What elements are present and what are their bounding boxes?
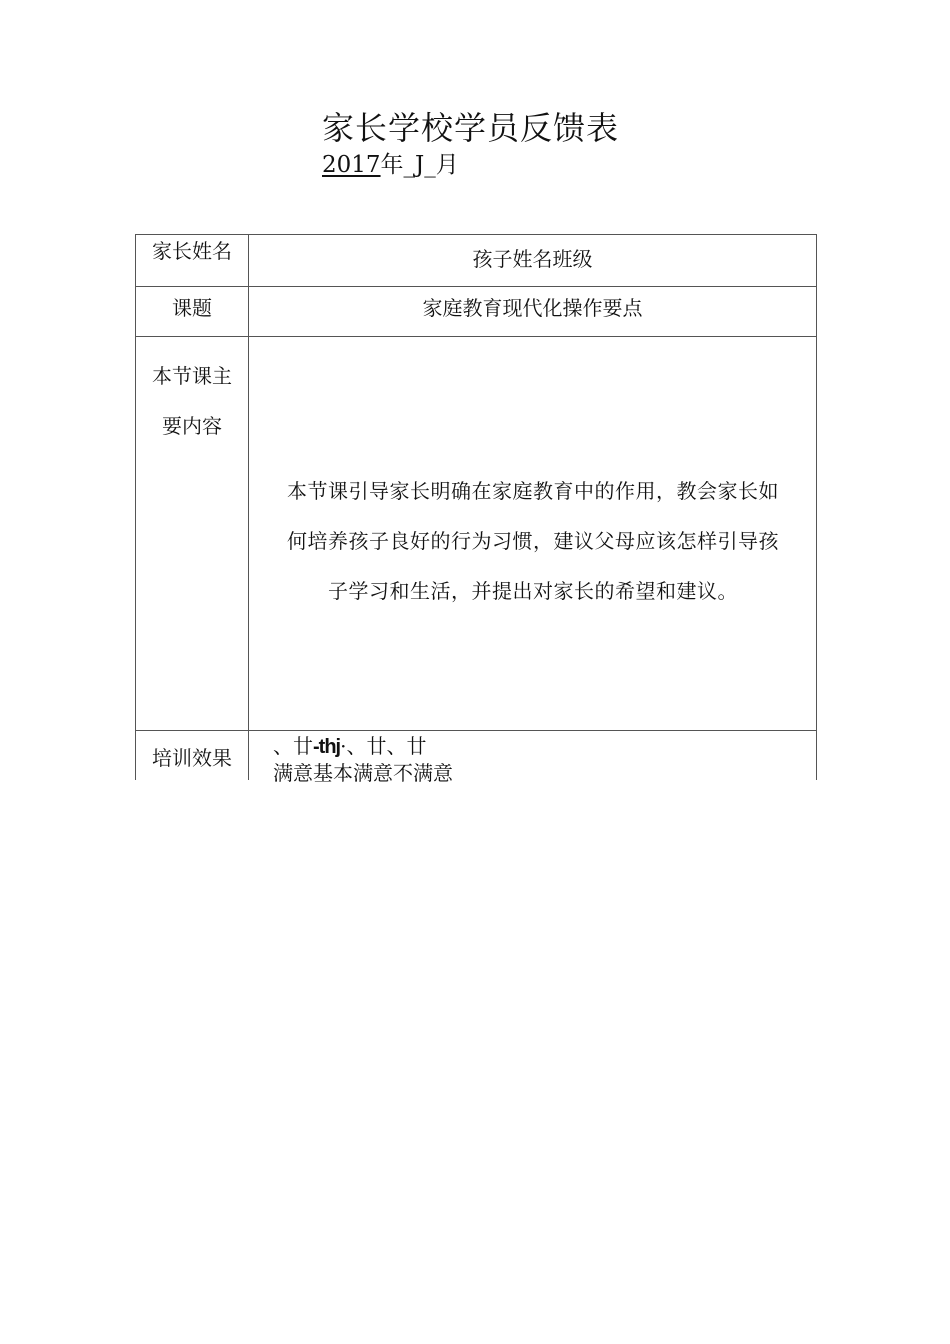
feedback-form-table (135, 234, 817, 785)
symbols-prefix: 、廿 (273, 734, 313, 758)
date-year: 2017 (322, 152, 381, 178)
symbols-bold: -thj (313, 736, 341, 758)
symbols-suffix: ·、廿、廿 (340, 734, 427, 758)
topic-label: 课题 (172, 296, 212, 320)
training-effect-label: 培训效果 (152, 746, 232, 770)
main-content-label-line1: 本节课主 (152, 364, 232, 388)
row-divider-3 (136, 730, 816, 731)
main-content-line3: 子学习和生活，并提出对家长的希望和建议。 (328, 579, 738, 603)
main-content-label (136, 351, 248, 451)
main-content-line2: 何培养孩子良好的行为习惯，建议父母应该怎样引导孩 (287, 529, 779, 553)
page-title: 家长学校学员反馈表 (322, 109, 620, 147)
training-effect-options: 满意基本满意不满意 (273, 761, 453, 785)
training-effect-checkbox-symbols (273, 734, 426, 759)
topic-value: 家庭教育现代化操作要点 (422, 296, 643, 320)
child-name-class-label: 孩子姓名班级 (472, 247, 593, 271)
date-rest: 年_J_月 (380, 152, 459, 178)
date-line (322, 150, 459, 180)
main-content-line1: 本节课引导家长明确在家庭教育中的作用，教会家长如 (287, 479, 779, 503)
main-content-label-line2: 要内容 (162, 414, 222, 438)
main-content-body (260, 466, 806, 616)
row-divider-1 (136, 286, 816, 287)
parent-name-label: 家长姓名 (152, 239, 232, 263)
row-divider-2 (136, 336, 816, 337)
